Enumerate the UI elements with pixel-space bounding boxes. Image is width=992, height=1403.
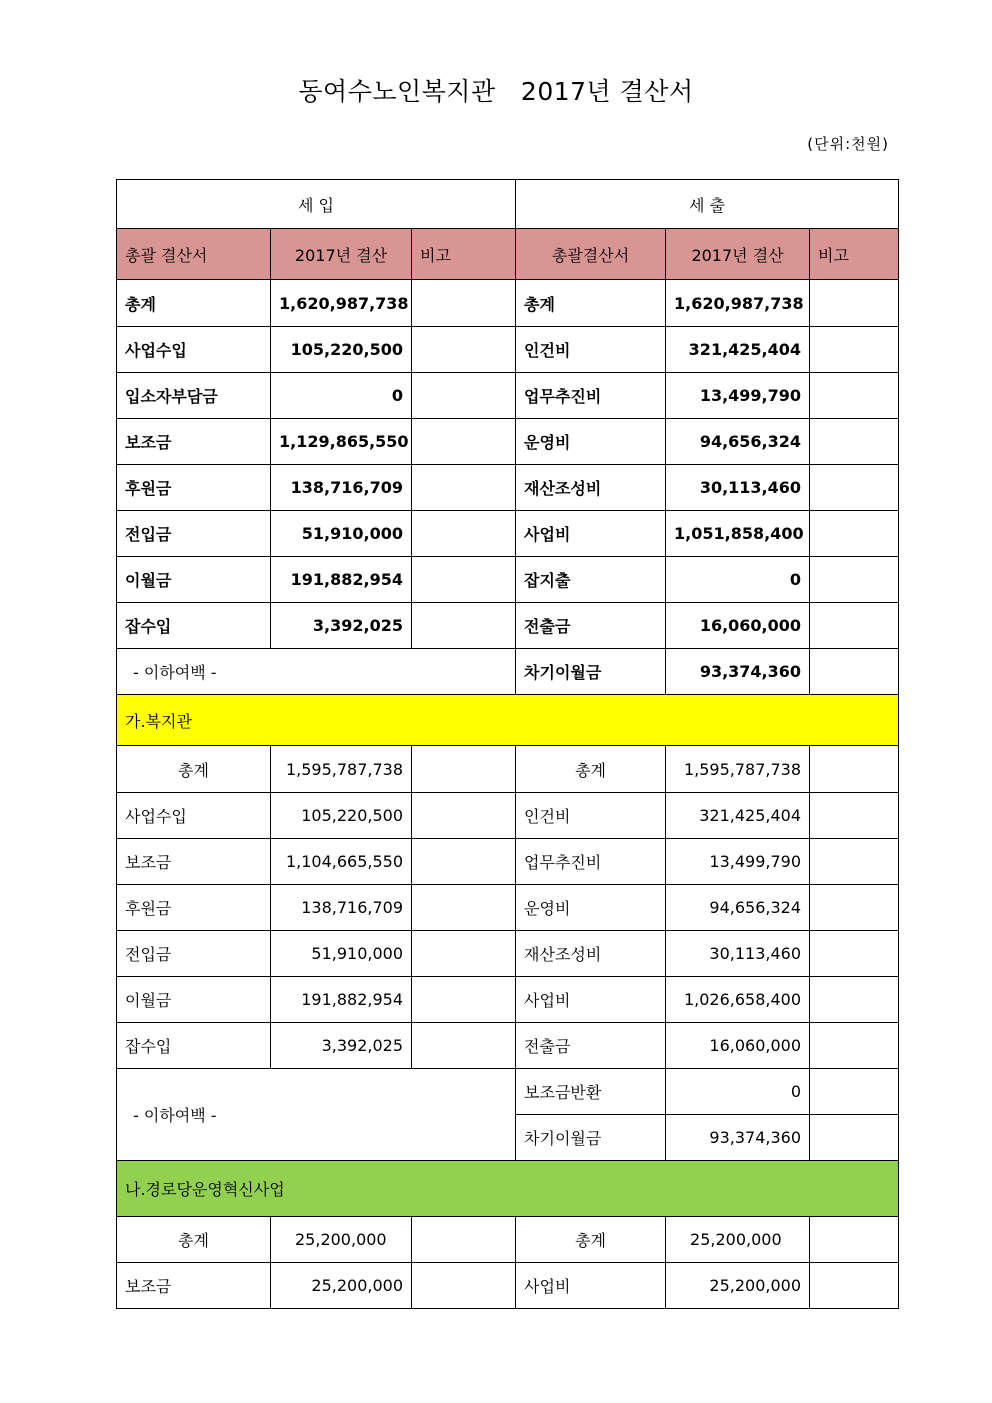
income-label: 사업수입 [117, 793, 271, 839]
income-value: 1,104,665,550 [271, 839, 412, 885]
income-label: 잡수입 [117, 1023, 271, 1069]
expense-amount-header: 2017년 결산 [666, 229, 810, 280]
section-a-heading: 가.복지관 [117, 695, 899, 746]
expense-value: 25,200,000 [666, 1217, 810, 1263]
expense-label: 총계 [516, 280, 666, 327]
expense-label: 업무추진비 [516, 839, 666, 885]
expense-label: 총계 [516, 746, 666, 793]
expense-note [810, 1115, 899, 1161]
expense-note [810, 649, 899, 695]
expense-note [810, 746, 899, 793]
income-value: 51,910,000 [271, 931, 412, 977]
expense-note [810, 1263, 899, 1309]
budget-table [116, 179, 899, 1309]
expense-label: 업무추진비 [516, 373, 666, 419]
section-b-heading-row [117, 1161, 899, 1217]
income-label: 보조금 [117, 839, 271, 885]
expense-label: 차기이월금 [516, 1115, 666, 1161]
income-note [412, 885, 516, 931]
income-note [412, 931, 516, 977]
summary-row [117, 603, 899, 649]
expense-label: 재산조성비 [516, 465, 666, 511]
expense-item-header: 총괄결산서 [516, 229, 666, 280]
income-label: 보조금 [117, 1263, 271, 1309]
expense-value: 0 [666, 1069, 810, 1115]
income-label: 전입금 [117, 931, 271, 977]
section-a-row [117, 839, 899, 885]
income-value: 191,882,954 [271, 557, 412, 603]
section-b-total-row [117, 1217, 899, 1263]
expense-value: 1,620,987,738 [666, 280, 810, 327]
income-amount-header: 2017년 결산 [271, 229, 412, 280]
unit-label: (단위:천원) [807, 135, 889, 153]
expense-label: 운영비 [516, 885, 666, 931]
expense-label: 차기이월금 [516, 649, 666, 695]
income-note [412, 419, 516, 465]
income-item-header: 총괄 결산서 [117, 229, 271, 280]
expense-side-header: 세 출 [516, 180, 899, 229]
income-note [412, 373, 516, 419]
income-note [412, 977, 516, 1023]
income-note [412, 511, 516, 557]
expense-note [810, 465, 899, 511]
income-note [412, 1263, 516, 1309]
income-value: 191,882,954 [271, 977, 412, 1023]
income-value: 138,716,709 [271, 465, 412, 511]
summary-row [117, 419, 899, 465]
expense-label: 인건비 [516, 327, 666, 373]
side-header-row [117, 180, 899, 229]
income-label: 총계 [117, 280, 271, 327]
expense-note [810, 557, 899, 603]
expense-label: 재산조성비 [516, 931, 666, 977]
expense-label: 운영비 [516, 419, 666, 465]
income-note [412, 746, 516, 793]
expense-note [810, 327, 899, 373]
income-value: 105,220,500 [271, 327, 412, 373]
expense-value: 321,425,404 [666, 793, 810, 839]
expense-value: 94,656,324 [666, 419, 810, 465]
expense-label: 보조금반환 [516, 1069, 666, 1115]
expense-note [810, 977, 899, 1023]
income-value: 105,220,500 [271, 793, 412, 839]
summary-row [117, 557, 899, 603]
expense-label: 사업비 [516, 1263, 666, 1309]
income-note [412, 327, 516, 373]
income-label: 이월금 [117, 977, 271, 1023]
expense-note-header: 비고 [810, 229, 899, 280]
expense-note [810, 1023, 899, 1069]
expense-note [810, 511, 899, 557]
income-label: 사업수입 [117, 327, 271, 373]
expense-label: 사업비 [516, 511, 666, 557]
expense-note [810, 419, 899, 465]
income-label: 후원금 [117, 465, 271, 511]
section-a-total-row [117, 746, 899, 793]
expense-value: 16,060,000 [666, 603, 810, 649]
income-label: 이월금 [117, 557, 271, 603]
expense-note [810, 793, 899, 839]
summary-last-row [117, 649, 899, 695]
expense-value: 13,499,790 [666, 373, 810, 419]
expense-value: 30,113,460 [666, 931, 810, 977]
income-value: 25,200,000 [271, 1217, 412, 1263]
expense-label: 전출금 [516, 1023, 666, 1069]
income-value: 51,910,000 [271, 511, 412, 557]
income-label: 잡수입 [117, 603, 271, 649]
summary-total-row [117, 280, 899, 327]
expense-value: 1,026,658,400 [666, 977, 810, 1023]
expense-label: 총계 [516, 1217, 666, 1263]
section-a-row [117, 1023, 899, 1069]
income-note [412, 793, 516, 839]
expense-value: 1,595,787,738 [666, 746, 810, 793]
expense-value: 94,656,324 [666, 885, 810, 931]
expense-note [810, 280, 899, 327]
income-note [412, 1217, 516, 1263]
income-blank-note: - 이하여백 - [117, 649, 516, 695]
expense-label: 인건비 [516, 793, 666, 839]
expense-label: 사업비 [516, 977, 666, 1023]
section-a-extra-row [117, 1069, 899, 1115]
income-value: 138,716,709 [271, 885, 412, 931]
income-value: 0 [271, 373, 412, 419]
expense-note [810, 1069, 899, 1115]
section-b-row [117, 1263, 899, 1309]
income-blank-note: - 이하여백 - [117, 1069, 516, 1161]
summary-row [117, 511, 899, 557]
expense-label: 잡지출 [516, 557, 666, 603]
income-label: 전입금 [117, 511, 271, 557]
income-value: 3,392,025 [271, 603, 412, 649]
income-note [412, 465, 516, 511]
income-value: 1,620,987,738 [271, 280, 412, 327]
expense-value: 25,200,000 [666, 1263, 810, 1309]
income-note-header: 비고 [412, 229, 516, 280]
income-note [412, 557, 516, 603]
income-value: 1,129,865,550 [271, 419, 412, 465]
expense-value: 16,060,000 [666, 1023, 810, 1069]
expense-note [810, 603, 899, 649]
summary-row [117, 327, 899, 373]
section-a-row [117, 977, 899, 1023]
expense-value: 30,113,460 [666, 465, 810, 511]
income-side-header: 세 입 [117, 180, 516, 229]
income-label: 입소자부담금 [117, 373, 271, 419]
income-label: 총계 [117, 1217, 271, 1263]
income-note [412, 1023, 516, 1069]
income-value: 3,392,025 [271, 1023, 412, 1069]
income-label: 후원금 [117, 885, 271, 931]
section-a-heading-row [117, 695, 899, 746]
expense-value: 0 [666, 557, 810, 603]
summary-row [117, 373, 899, 419]
income-note [412, 603, 516, 649]
income-label: 총계 [117, 746, 271, 793]
income-value: 25,200,000 [271, 1263, 412, 1309]
income-label: 보조금 [117, 419, 271, 465]
expense-value: 93,374,360 [666, 649, 810, 695]
income-value: 1,595,787,738 [271, 746, 412, 793]
expense-note [810, 373, 899, 419]
page-title: 동여수노인복지관 2017년 결산서 [298, 77, 694, 106]
section-a-row [117, 793, 899, 839]
expense-value: 13,499,790 [666, 839, 810, 885]
income-note [412, 280, 516, 327]
expense-note [810, 885, 899, 931]
expense-value: 93,374,360 [666, 1115, 810, 1161]
expense-note [810, 931, 899, 977]
expense-label: 전출금 [516, 603, 666, 649]
section-a-row [117, 931, 899, 977]
expense-value: 321,425,404 [666, 327, 810, 373]
expense-note [810, 1217, 899, 1263]
summary-row [117, 465, 899, 511]
column-header-row [117, 229, 899, 280]
income-note [412, 839, 516, 885]
section-b-heading: 나.경로당운영혁신사업 [117, 1161, 899, 1217]
section-a-row [117, 885, 899, 931]
expense-value: 1,051,858,400 [666, 511, 810, 557]
expense-note [810, 839, 899, 885]
